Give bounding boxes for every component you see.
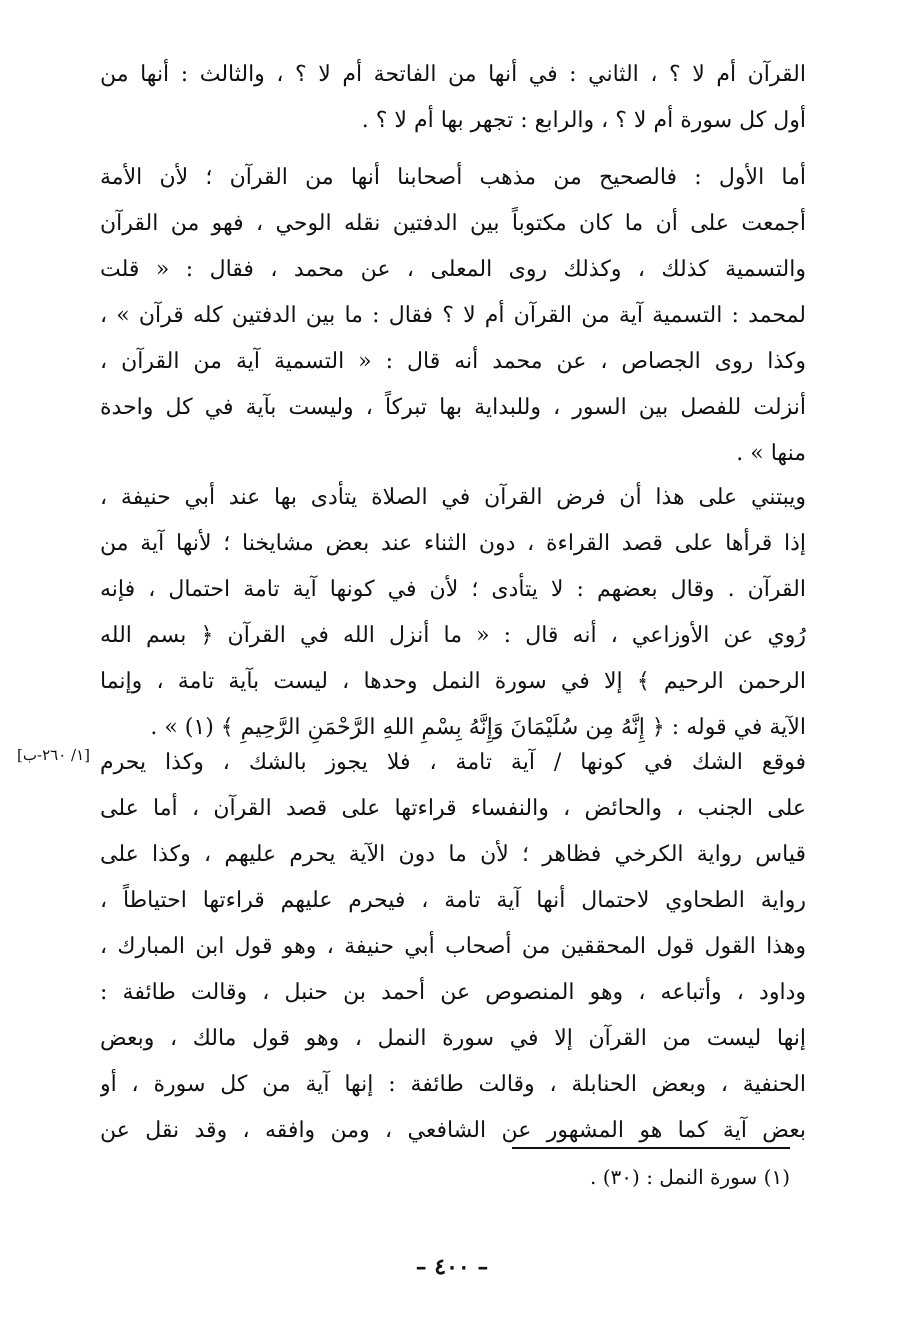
paragraph-questions — [100, 52, 806, 144]
footnote-divider — [512, 1147, 790, 1149]
paragraph-first-opinion — [100, 155, 806, 477]
text-line: رُوي عن الأوزاعي ، أنه قال : « ما أنزل الله في القرآن ﴿ بسم الله — [100, 623, 806, 648]
text-line: وداود ، وأتباعه ، وهو المنصوص عن أحمد بن حنبل ، وقالت طائفة : — [100, 980, 806, 1005]
footnote: (١) سورة النمل : (٣٠) . — [590, 1165, 790, 1189]
text-line: الرحمن الرحيم ﴾ إلا في سورة النمل وحدها ، ليست بآية تامة ، وإنما — [100, 669, 806, 694]
text-line: أول كل سورة أم لا ؟ ، والرابع : تجهر بها أم لا ؟ . — [361, 108, 806, 133]
paragraph-prayer-ruling — [100, 475, 806, 751]
quran-verse-line: الآية في قوله : ﴿ إِنَّهُ مِن سُلَيْمَانَ وَإِنَّهُ بِسْمِ اللهِ الرَّحْمَنِ الرَّحِيمِ ﴾ (١) » . — [150, 715, 806, 740]
text-line: بعض آية كما هو المشهور عن الشافعي ، ومن وافقه ، وقد نقل عن — [100, 1118, 806, 1143]
text-line: لمحمد : التسمية آية من القرآن أم لا ؟ فقال : ما بين الدفتين كله قرآن » ، — [100, 303, 806, 328]
page-number: – ٤٠٠ – — [415, 1254, 489, 1280]
text-line: رواية الطحاوي لاحتمال أنها آية تامة ، فيحرم عليهم قراءتها احتياطاً ، — [100, 888, 806, 913]
text-line: إنها ليست من القرآن إلا في سورة النمل ، وهو قول مالك ، وبعض — [100, 1026, 806, 1051]
text-line: أما الأول : فالصحيح من مذهب أصحابنا أنها من القرآن ؛ لأن الأمة — [100, 165, 806, 190]
paragraph-doubt — [100, 740, 806, 1154]
text-line: منها » . — [736, 441, 806, 466]
text-line: أجمعت على أن ما كان مكتوباً بين الدفتين نقله الوحي ، فهو من القرآن — [100, 211, 806, 236]
text-line: أنزلت للفصل بين السور ، وللبداية بها تبركاً ، وليست بآية في كل واحدة — [100, 395, 806, 420]
text-line: وكذا روى الجصاص ، عن محمد أنه قال : « التسمية آية من القرآن ، — [100, 349, 806, 374]
text-line: فوقع الشك في كونها / آية تامة ، فلا يجوز بالشك ، وكذا يحرم — [100, 750, 806, 775]
text-line: وهذا القول قول المحققين من أصحاب أبي حنيفة ، وهو قول ابن المبارك ، — [100, 934, 806, 959]
text-line: والتسمية كذلك ، وكذلك روى المعلى ، عن محمد ، فقال : « قلت — [100, 257, 806, 282]
text-line: ويبتني على هذا أن فرض القرآن في الصلاة يتأدى بها عند أبي حنيفة ، — [100, 485, 806, 510]
text-line: القرآن . وقال بعضهم : لا يتأدى ؛ لأن في كونها آية تامة احتمال ، فإنه — [100, 577, 806, 602]
text-line: إذا قرأها على قصد القراءة ، دون الثناء عند بعض مشايخنا ؛ لأنها آية من — [100, 531, 806, 556]
manuscript-folio-note: [١/ ٢٦٠-ب] — [17, 746, 90, 764]
text-line: الحنفية ، وبعض الحنابلة ، وقالت طائفة : إنها آية من كل سورة ، أو — [100, 1072, 806, 1097]
text-line: القرآن أم لا ؟ ، الثاني : في أنها من الفاتحة أم لا ؟ ، والثالث : أنها من — [100, 62, 806, 87]
text-line: على الجنب ، والحائض ، والنفساء قراءتها على قصد القرآن ، أما على — [100, 796, 806, 821]
text-line: قياس رواية الكرخي فظاهر ؛ لأن ما دون الآية يحرم عليهم ، وكذا على — [100, 842, 806, 867]
